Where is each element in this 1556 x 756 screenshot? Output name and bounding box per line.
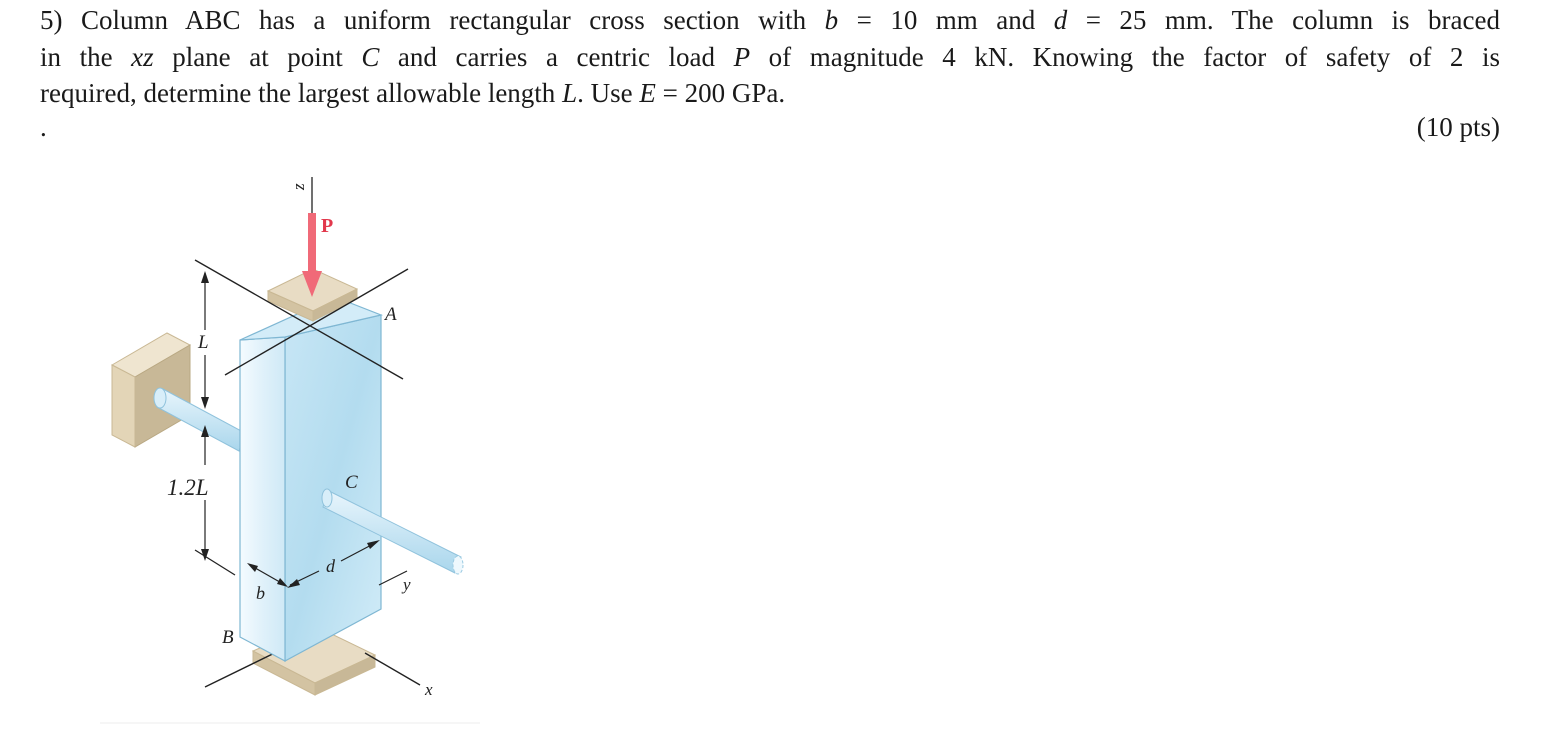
column-front-face (240, 337, 285, 661)
column-side-face (285, 315, 381, 661)
variable-c: C (361, 41, 380, 72)
variable-b: b (824, 5, 839, 35)
label-b-point: B (222, 627, 234, 648)
label-b: b (256, 583, 265, 603)
label-x: x (425, 680, 433, 699)
text-run: = 200 GPa. (655, 78, 786, 108)
text-run: and carries a centric load (379, 41, 734, 72)
x-axis-line-front (365, 653, 420, 685)
left-brace-block (112, 333, 190, 447)
label-1-2l: 1.2L (167, 475, 209, 500)
label-d: d (326, 556, 335, 576)
variable-xz: xz (131, 41, 154, 72)
problem-statement (40, 2, 1500, 112)
text-run: 5) Column ABC has a uniform rectangular cross section with (40, 5, 825, 35)
problem-line-2 (40, 39, 1500, 76)
label-a: A (385, 304, 397, 325)
label-p: P (321, 215, 334, 237)
label-z: z (289, 183, 308, 190)
stray-dot: . (40, 112, 47, 142)
column-figure (95, 165, 495, 730)
text-run: in the (40, 41, 132, 72)
text-run: plane at point (153, 41, 362, 72)
label-y: y (403, 575, 411, 594)
text-run: = 10 mm and (838, 5, 1054, 35)
variable-l: L (562, 78, 578, 108)
label-c: C (345, 472, 358, 493)
problem-line-3 (40, 75, 1500, 112)
column-diagram (95, 165, 495, 730)
label-l: L (198, 332, 209, 353)
text-run: required, determine the largest allowable length (40, 78, 563, 108)
text-run: = 25 mm. The column is braced (1067, 5, 1500, 35)
problem-line-1 (40, 2, 1500, 39)
text-run: . Use (577, 78, 640, 108)
variable-d: d (1053, 5, 1068, 35)
dimension-1-2l (195, 425, 235, 575)
variable-p: P (733, 41, 751, 72)
points-value: (10 pts) (1416, 112, 1500, 142)
points-row (40, 112, 1500, 148)
text-run: of magnitude 4 kN. Knowing the factor of safety of 2 is (750, 41, 1500, 72)
variable-e: E (639, 78, 656, 108)
